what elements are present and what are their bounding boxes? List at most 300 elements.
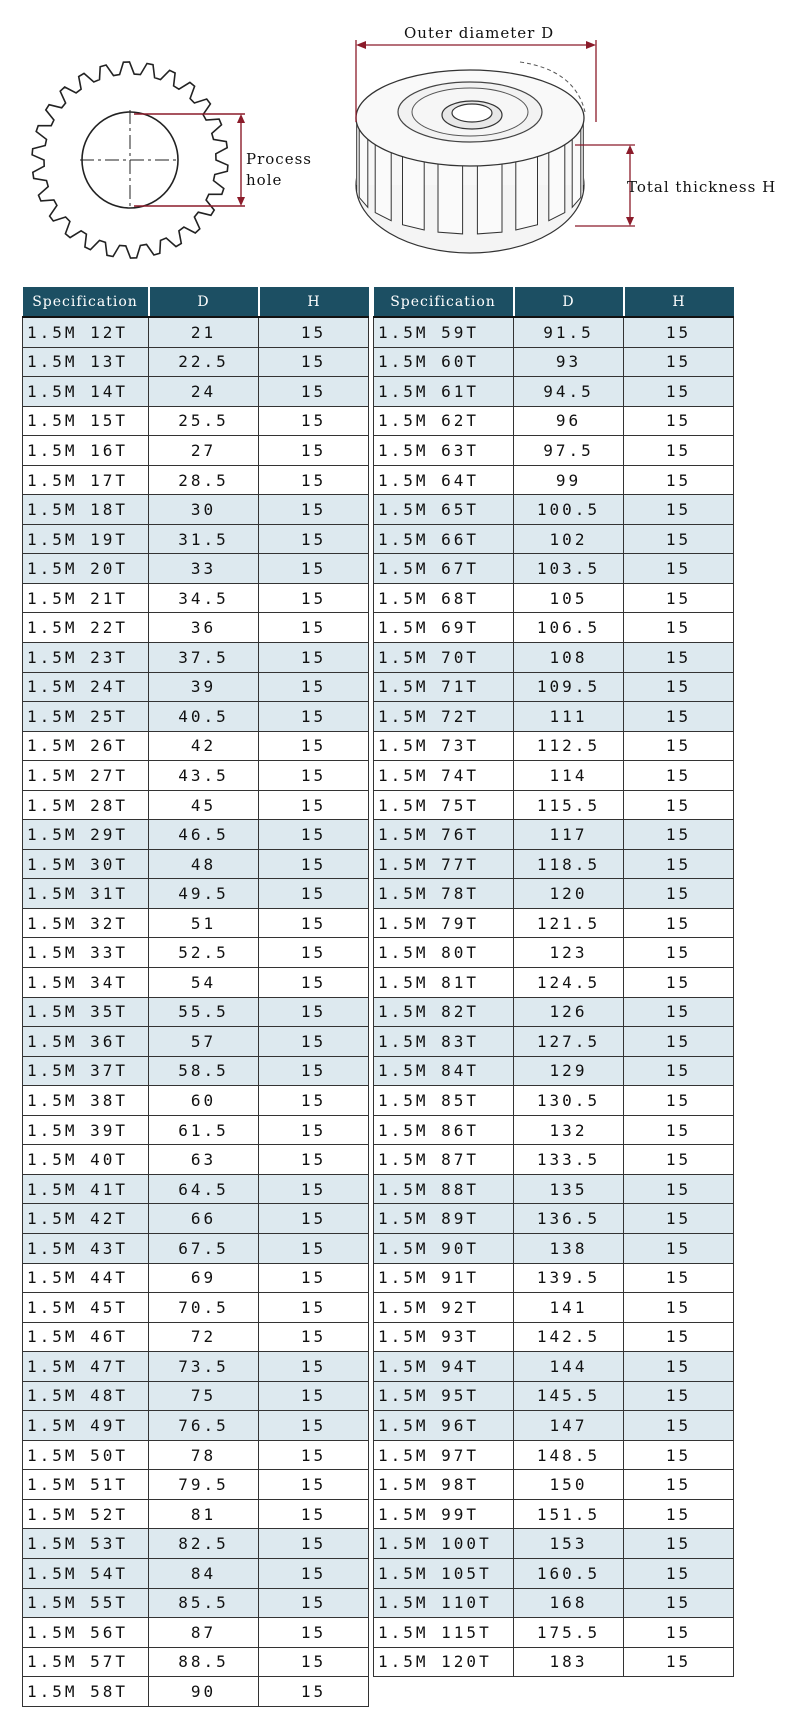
spec-cell: 1.5M 51T: [23, 1470, 149, 1500]
h-cell: 15: [624, 849, 734, 879]
spec-cell: 1.5M 76T: [374, 820, 514, 850]
h-cell: 15: [259, 879, 369, 909]
h-cell: 15: [259, 968, 369, 998]
h-cell: 15: [624, 495, 734, 525]
h-cell: 15: [624, 1263, 734, 1293]
d-cell: 135: [514, 1174, 624, 1204]
arrow-right-icon: [586, 41, 596, 49]
d-cell: 91.5: [514, 317, 624, 347]
d-cell: 30: [149, 495, 259, 525]
table-row: [374, 1233, 734, 1263]
d-cell: 51: [149, 908, 259, 938]
d-cell: 151.5: [514, 1499, 624, 1529]
d-cell: 153: [514, 1529, 624, 1559]
h-cell: 15: [624, 1529, 734, 1559]
h-cell: 15: [624, 554, 734, 584]
header-d: D: [149, 287, 259, 317]
d-cell: 139.5: [514, 1263, 624, 1293]
d-cell: 88.5: [149, 1647, 259, 1677]
table-row: [23, 1588, 369, 1618]
spec-table-left: [22, 287, 369, 1707]
gear-tooth: [403, 157, 425, 230]
spec-cell: 1.5M 86T: [374, 1115, 514, 1145]
h-cell: 15: [259, 1470, 369, 1500]
table-row: [374, 317, 734, 347]
h-cell: 15: [624, 1558, 734, 1588]
spec-cell: 1.5M 81T: [374, 968, 514, 998]
h-cell: 15: [624, 1470, 734, 1500]
spec-cell: 1.5M 19T: [23, 524, 149, 554]
h-cell: 15: [259, 1027, 369, 1057]
spec-cell: 1.5M 56T: [23, 1618, 149, 1648]
table-row: [374, 879, 734, 909]
h-cell: 15: [624, 1381, 734, 1411]
h-cell: 15: [624, 820, 734, 850]
d-cell: 87: [149, 1618, 259, 1648]
table-row: [23, 997, 369, 1027]
h-cell: 15: [259, 1499, 369, 1529]
table-row: [23, 1352, 369, 1382]
table-row: [23, 879, 369, 909]
spec-cell: 1.5M 71T: [374, 672, 514, 702]
h-cell: 15: [259, 1174, 369, 1204]
d-cell: 79.5: [149, 1470, 259, 1500]
h-cell: 15: [259, 1086, 369, 1116]
table-row: [374, 1263, 734, 1293]
d-cell: 39: [149, 672, 259, 702]
d-cell: 28.5: [149, 465, 259, 495]
table-row: [23, 643, 369, 673]
spec-cell: 1.5M 94T: [374, 1352, 514, 1382]
d-cell: 130.5: [514, 1086, 624, 1116]
d-cell: 121.5: [514, 908, 624, 938]
spec-cell: 1.5M 73T: [374, 731, 514, 761]
arrow-down-icon: [626, 217, 634, 226]
d-cell: 55.5: [149, 997, 259, 1027]
spec-cell: 1.5M 46T: [23, 1322, 149, 1352]
h-cell: 15: [624, 997, 734, 1027]
header-h: H: [259, 287, 369, 317]
table-row: [23, 1440, 369, 1470]
spec-cell: 1.5M 45T: [23, 1293, 149, 1323]
spec-cell: 1.5M 15T: [23, 406, 149, 436]
spec-cell: 1.5M 79T: [374, 908, 514, 938]
h-cell: 15: [259, 1293, 369, 1323]
table-row: [374, 1086, 734, 1116]
h-cell: 15: [624, 524, 734, 554]
table-row: [374, 672, 734, 702]
d-cell: 175.5: [514, 1618, 624, 1648]
table-row: [23, 495, 369, 525]
h-cell: 15: [259, 524, 369, 554]
table-row: [23, 1499, 369, 1529]
h-cell: 15: [259, 820, 369, 850]
spec-cell: 1.5M 14T: [23, 377, 149, 407]
spec-cell: 1.5M 30T: [23, 849, 149, 879]
spec-cell: 1.5M 78T: [374, 879, 514, 909]
arrow-left-icon: [356, 41, 366, 49]
spec-cell: 1.5M 64T: [374, 465, 514, 495]
h-cell: 15: [259, 672, 369, 702]
spec-cell: 1.5M 22T: [23, 613, 149, 643]
h-cell: 15: [259, 465, 369, 495]
h-cell: 15: [624, 1204, 734, 1234]
d-cell: 67.5: [149, 1233, 259, 1263]
table-row: [374, 1499, 734, 1529]
d-cell: 46.5: [149, 820, 259, 850]
table-row: [23, 1174, 369, 1204]
h-cell: 15: [624, 1647, 734, 1677]
d-cell: 57: [149, 1027, 259, 1057]
spec-cell: 1.5M 38T: [23, 1086, 149, 1116]
d-cell: 81: [149, 1499, 259, 1529]
d-cell: 148.5: [514, 1440, 624, 1470]
d-cell: 21: [149, 317, 259, 347]
table-row: [23, 849, 369, 879]
d-cell: 127.5: [514, 1027, 624, 1057]
h-cell: 15: [259, 997, 369, 1027]
gear-tooth: [359, 129, 368, 207]
table-row: [23, 790, 369, 820]
spec-cell: 1.5M 85T: [374, 1086, 514, 1116]
d-cell: 112.5: [514, 731, 624, 761]
table-row: [374, 820, 734, 850]
spec-cell: 1.5M 70T: [374, 643, 514, 673]
d-cell: 123: [514, 938, 624, 968]
d-cell: 108: [514, 643, 624, 673]
arrow-up-icon: [626, 145, 634, 154]
d-cell: 36: [149, 613, 259, 643]
h-cell: 15: [624, 1145, 734, 1175]
d-cell: 105: [514, 583, 624, 613]
spec-cell: 1.5M 40T: [23, 1145, 149, 1175]
h-cell: 15: [624, 761, 734, 791]
table-row: [23, 406, 369, 436]
d-cell: 150: [514, 1470, 624, 1500]
h-cell: 15: [624, 1174, 734, 1204]
d-cell: 42: [149, 731, 259, 761]
table-row: [374, 1558, 734, 1588]
d-cell: 144: [514, 1352, 624, 1382]
spec-cell: 1.5M 68T: [374, 583, 514, 613]
d-cell: 145.5: [514, 1381, 624, 1411]
table-row: [374, 1115, 734, 1145]
spec-cell: 1.5M 34T: [23, 968, 149, 998]
table-row: [23, 1558, 369, 1588]
header-specification: Specification: [374, 287, 514, 317]
h-cell: 15: [624, 377, 734, 407]
d-cell: 132: [514, 1115, 624, 1145]
d-cell: 33: [149, 554, 259, 584]
table-row: [23, 1411, 369, 1441]
d-cell: 37.5: [149, 643, 259, 673]
d-cell: 115.5: [514, 790, 624, 820]
spec-cell: 1.5M 100T: [374, 1529, 514, 1559]
h-cell: 15: [624, 1322, 734, 1352]
h-cell: 15: [259, 1440, 369, 1470]
d-cell: 129: [514, 1056, 624, 1086]
table-row: [374, 643, 734, 673]
header-specification: Specification: [23, 287, 149, 317]
spec-cell: 1.5M 35T: [23, 997, 149, 1027]
d-cell: 63: [149, 1145, 259, 1175]
h-cell: 15: [259, 908, 369, 938]
spec-cell: 1.5M 32T: [23, 908, 149, 938]
table-row: [23, 1647, 369, 1677]
h-cell: 15: [624, 1440, 734, 1470]
spec-cell: 1.5M 88T: [374, 1174, 514, 1204]
spec-cell: 1.5M 115T: [374, 1618, 514, 1648]
d-cell: 160.5: [514, 1558, 624, 1588]
h-cell: 15: [259, 317, 369, 347]
d-cell: 168: [514, 1588, 624, 1618]
table-row: [23, 1381, 369, 1411]
h-cell: 15: [624, 1056, 734, 1086]
d-cell: 111: [514, 702, 624, 732]
process-hole-label-line1: Process: [246, 150, 312, 168]
table-row: [374, 377, 734, 407]
table-row: [23, 465, 369, 495]
h-cell: 15: [624, 938, 734, 968]
spec-cell: 1.5M 13T: [23, 347, 149, 377]
h-cell: 15: [259, 1529, 369, 1559]
table-row: [374, 968, 734, 998]
d-cell: 72: [149, 1322, 259, 1352]
table-row: [23, 1115, 369, 1145]
h-cell: 15: [259, 643, 369, 673]
spec-cell: 1.5M 65T: [374, 495, 514, 525]
d-cell: 100.5: [514, 495, 624, 525]
spec-cell: 1.5M 47T: [23, 1352, 149, 1382]
table-row: [374, 583, 734, 613]
d-cell: 90: [149, 1677, 259, 1707]
d-cell: 147: [514, 1411, 624, 1441]
h-cell: 15: [259, 1352, 369, 1382]
spec-cell: 1.5M 17T: [23, 465, 149, 495]
h-cell: 15: [624, 731, 734, 761]
spec-cell: 1.5M 44T: [23, 1263, 149, 1293]
d-cell: 76.5: [149, 1411, 259, 1441]
d-cell: 85.5: [149, 1588, 259, 1618]
d-cell: 70.5: [149, 1293, 259, 1323]
spec-cell: 1.5M 20T: [23, 554, 149, 584]
h-cell: 15: [259, 1322, 369, 1352]
spec-cell: 1.5M 84T: [374, 1056, 514, 1086]
table-row: [374, 849, 734, 879]
d-cell: 40.5: [149, 702, 259, 732]
h-cell: 15: [259, 1145, 369, 1175]
d-cell: 73.5: [149, 1352, 259, 1382]
d-cell: 93: [514, 347, 624, 377]
spec-cell: 1.5M 50T: [23, 1440, 149, 1470]
d-cell: 34.5: [149, 583, 259, 613]
table-row: [23, 1204, 369, 1234]
d-cell: 25.5: [149, 406, 259, 436]
d-cell: 142.5: [514, 1322, 624, 1352]
table-row: [374, 731, 734, 761]
spec-cell: 1.5M 27T: [23, 761, 149, 791]
d-cell: 120: [514, 879, 624, 909]
spec-cell: 1.5M 33T: [23, 938, 149, 968]
table-row: [374, 1352, 734, 1382]
spec-cell: 1.5M 75T: [374, 790, 514, 820]
h-cell: 15: [259, 731, 369, 761]
table-row: [23, 1263, 369, 1293]
h-cell: 15: [624, 1499, 734, 1529]
h-cell: 15: [624, 1115, 734, 1145]
h-cell: 15: [624, 790, 734, 820]
h-cell: 15: [259, 495, 369, 525]
h-cell: 15: [259, 1204, 369, 1234]
h-cell: 15: [624, 1233, 734, 1263]
table-row: [23, 1233, 369, 1263]
spec-cell: 1.5M 16T: [23, 436, 149, 466]
h-cell: 15: [259, 938, 369, 968]
h-cell: 15: [259, 377, 369, 407]
spec-cell: 1.5M 52T: [23, 1499, 149, 1529]
gear-tooth: [572, 129, 581, 207]
spec-cell: 1.5M 95T: [374, 1381, 514, 1411]
spec-cell: 1.5M 97T: [374, 1440, 514, 1470]
d-cell: 45: [149, 790, 259, 820]
h-cell: 15: [259, 1056, 369, 1086]
h-cell: 15: [259, 436, 369, 466]
h-cell: 15: [624, 436, 734, 466]
spec-cell: 1.5M 29T: [23, 820, 149, 850]
h-cell: 15: [624, 908, 734, 938]
spec-cell: 1.5M 43T: [23, 1233, 149, 1263]
h-cell: 15: [624, 465, 734, 495]
spec-cell: 1.5M 26T: [23, 731, 149, 761]
h-cell: 15: [624, 347, 734, 377]
table-row: [23, 908, 369, 938]
d-cell: 52.5: [149, 938, 259, 968]
table-row: [374, 495, 734, 525]
h-cell: 15: [624, 613, 734, 643]
spec-cell: 1.5M 18T: [23, 495, 149, 525]
table-row: [23, 938, 369, 968]
d-cell: 60: [149, 1086, 259, 1116]
table-row: [374, 1529, 734, 1559]
d-cell: 61.5: [149, 1115, 259, 1145]
gear-diagram: [0, 0, 800, 285]
spec-cell: 1.5M 110T: [374, 1588, 514, 1618]
spec-cell: 1.5M 92T: [374, 1293, 514, 1323]
d-cell: 99: [514, 465, 624, 495]
spec-cell: 1.5M 55T: [23, 1588, 149, 1618]
table-row: [374, 702, 734, 732]
spec-cell: 1.5M 87T: [374, 1145, 514, 1175]
d-cell: 96: [514, 406, 624, 436]
spec-cell: 1.5M 54T: [23, 1558, 149, 1588]
table-row: [23, 1618, 369, 1648]
d-cell: 69: [149, 1263, 259, 1293]
spec-cell: 1.5M 31T: [23, 879, 149, 909]
d-cell: 84: [149, 1558, 259, 1588]
d-cell: 22.5: [149, 347, 259, 377]
table-row: [374, 1411, 734, 1441]
d-cell: 78: [149, 1440, 259, 1470]
h-cell: 15: [259, 1263, 369, 1293]
table-row: [23, 436, 369, 466]
table-row: [374, 1588, 734, 1618]
spec-cell: 1.5M 77T: [374, 849, 514, 879]
spec-cell: 1.5M 83T: [374, 1027, 514, 1057]
table-row: [374, 406, 734, 436]
table-row: [374, 790, 734, 820]
table-row: [23, 731, 369, 761]
spec-cell: 1.5M 120T: [374, 1647, 514, 1677]
table-row: [23, 672, 369, 702]
h-cell: 15: [259, 849, 369, 879]
spec-cell: 1.5M 66T: [374, 524, 514, 554]
table-row: [23, 1470, 369, 1500]
d-cell: 48: [149, 849, 259, 879]
h-cell: 15: [624, 1411, 734, 1441]
table-row: [374, 1440, 734, 1470]
table-row: [23, 347, 369, 377]
table-row: [23, 968, 369, 998]
d-cell: 183: [514, 1647, 624, 1677]
spec-cell: 1.5M 69T: [374, 613, 514, 643]
table-row: [23, 1677, 369, 1707]
spec-cell: 1.5M 57T: [23, 1647, 149, 1677]
table-row: [374, 1174, 734, 1204]
table-row: [23, 583, 369, 613]
table-row: [23, 702, 369, 732]
table-row: [23, 761, 369, 791]
h-cell: 15: [259, 1618, 369, 1648]
spec-cell: 1.5M 53T: [23, 1529, 149, 1559]
isometric-gear: [356, 62, 585, 253]
spec-cell: 1.5M 12T: [23, 317, 149, 347]
spec-cell: 1.5M 74T: [374, 761, 514, 791]
spec-cell: 1.5M 63T: [374, 436, 514, 466]
h-cell: 15: [259, 1558, 369, 1588]
gear-tooth: [375, 145, 391, 221]
h-cell: 15: [259, 1677, 369, 1707]
table-row: [23, 1145, 369, 1175]
d-cell: 138: [514, 1233, 624, 1263]
table-row: [23, 1086, 369, 1116]
table-row: [23, 317, 369, 347]
process-hole-label-line2: hole: [246, 171, 283, 189]
table-row: [23, 1056, 369, 1086]
h-cell: 15: [624, 1352, 734, 1382]
header-d: D: [514, 287, 624, 317]
table-row: [374, 1618, 734, 1648]
spec-cell: 1.5M 41T: [23, 1174, 149, 1204]
table-row: [374, 1204, 734, 1234]
table-row: [374, 938, 734, 968]
d-cell: 141: [514, 1293, 624, 1323]
spec-table-right: [373, 287, 734, 1677]
d-cell: 31.5: [149, 524, 259, 554]
spec-cell: 1.5M 58T: [23, 1677, 149, 1707]
table-row: [23, 1322, 369, 1352]
table-row: [374, 524, 734, 554]
spec-cell: 1.5M 60T: [374, 347, 514, 377]
gear-illustration: [0, 0, 800, 285]
d-cell: 136.5: [514, 1204, 624, 1234]
d-cell: 118.5: [514, 849, 624, 879]
d-cell: 49.5: [149, 879, 259, 909]
table-row: [23, 377, 369, 407]
h-cell: 15: [624, 643, 734, 673]
spec-cell: 1.5M 42T: [23, 1204, 149, 1234]
spec-cell: 1.5M 91T: [374, 1263, 514, 1293]
spec-cell: 1.5M 21T: [23, 583, 149, 613]
